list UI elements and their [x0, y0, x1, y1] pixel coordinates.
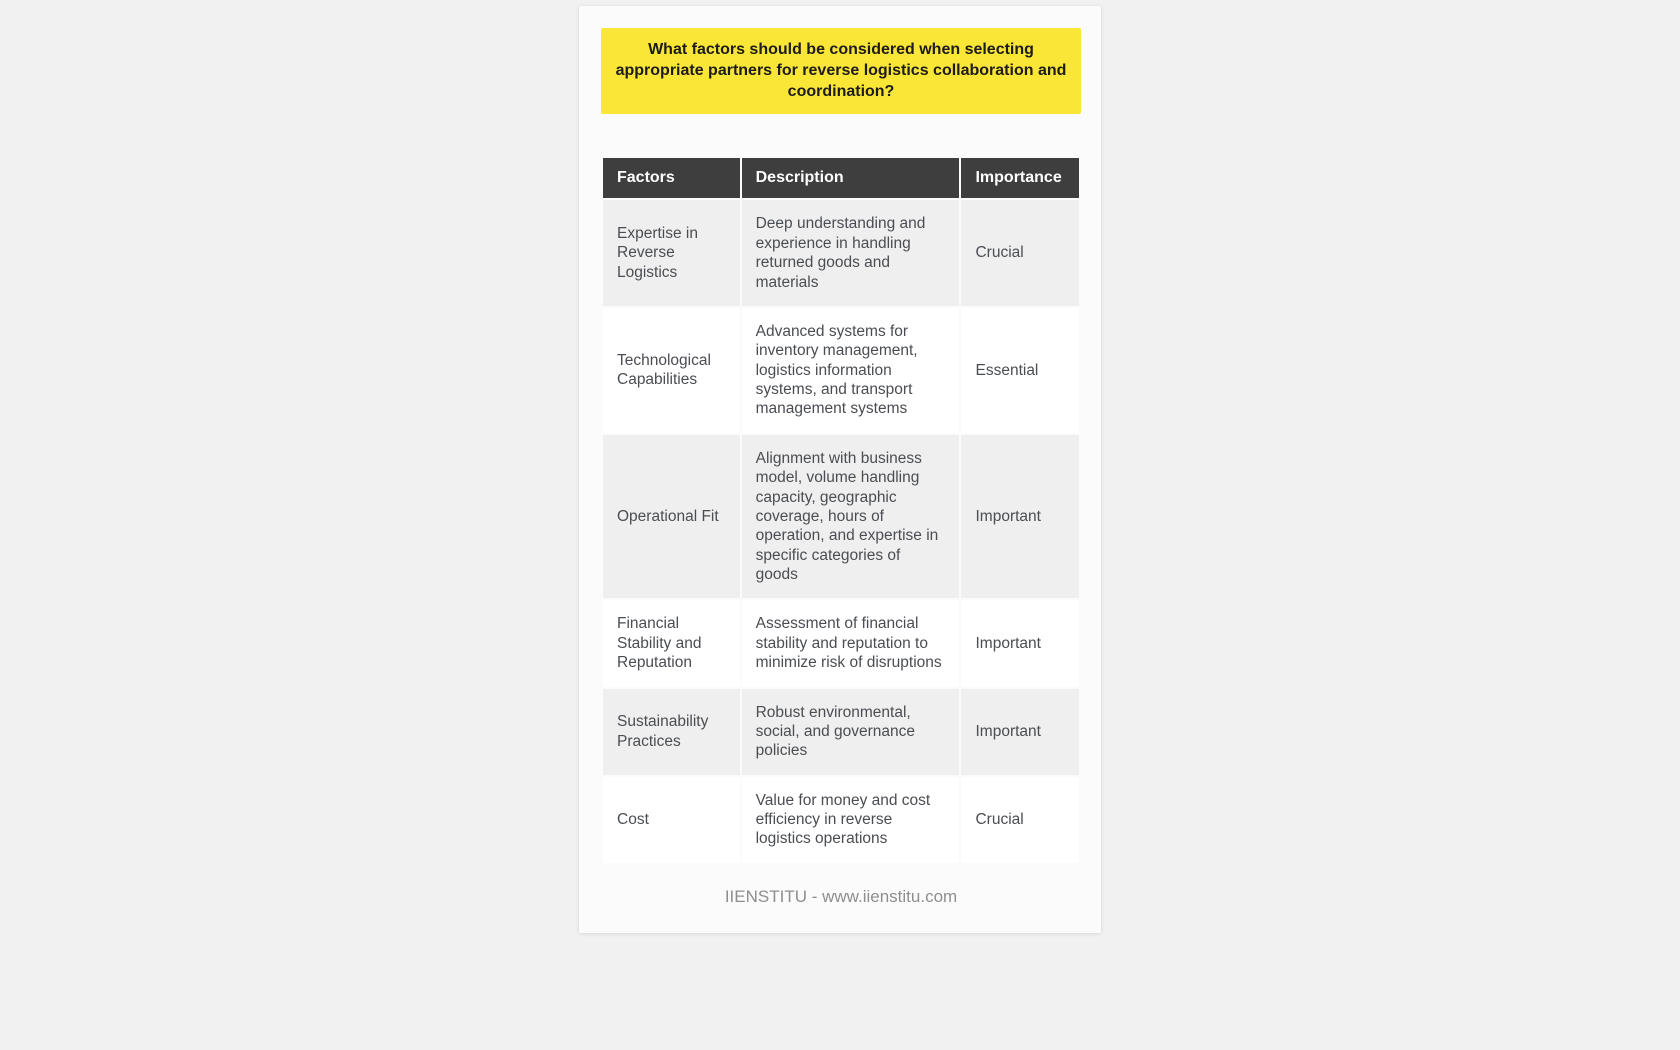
footer-attribution: IIENSTITU - www.iienstitu.com	[724, 886, 958, 906]
column-header-factors: Factors	[602, 157, 741, 199]
table-row	[602, 199, 1080, 307]
factor-cell: Cost	[602, 776, 741, 864]
question-text: What factors should be considered when selecting appropriate partners for reverse logistics collaboration and coordination?	[615, 41, 1067, 100]
description-cell: Value for money and cost efficiency in reverse logistics operations	[741, 776, 961, 864]
factor-cell: Technological Capabilities	[602, 307, 741, 434]
importance-cell: Important	[960, 688, 1080, 776]
content-card	[579, 6, 1101, 933]
factor-cell: Expertise in Reverse Logistics	[602, 199, 741, 307]
importance-cell: Crucial	[960, 776, 1080, 864]
table-row	[602, 688, 1080, 776]
factor-cell: Sustainability Practices	[602, 688, 741, 776]
table-row	[602, 599, 1080, 687]
description-cell: Advanced systems for inventory management, logistics information systems, and transport management systems	[741, 307, 961, 434]
importance-cell: Essential	[960, 307, 1080, 434]
factors-table	[601, 156, 1081, 864]
factor-cell: Operational Fit	[602, 434, 741, 600]
description-cell: Deep understanding and experience in handling returned goods and materials	[741, 199, 961, 307]
table-row	[602, 776, 1080, 864]
table-header-row	[602, 157, 1080, 199]
question-banner	[601, 28, 1081, 114]
column-header-importance: Importance	[960, 157, 1080, 199]
table-row	[602, 307, 1080, 434]
description-cell: Robust environmental, social, and governance policies	[741, 688, 961, 776]
description-cell: Assessment of financial stability and reputation to minimize risk of disruptions	[741, 599, 961, 687]
importance-cell: Important	[960, 599, 1080, 687]
importance-cell: Important	[960, 434, 1080, 600]
importance-cell: Crucial	[960, 199, 1080, 307]
table-row	[602, 434, 1080, 600]
column-header-description: Description	[741, 157, 961, 199]
factor-cell: Financial Stability and Reputation	[602, 599, 741, 687]
description-cell: Alignment with business model, volume handling capacity, geographic coverage, hours of operation, and expertise in specific categories of goods	[741, 434, 961, 600]
